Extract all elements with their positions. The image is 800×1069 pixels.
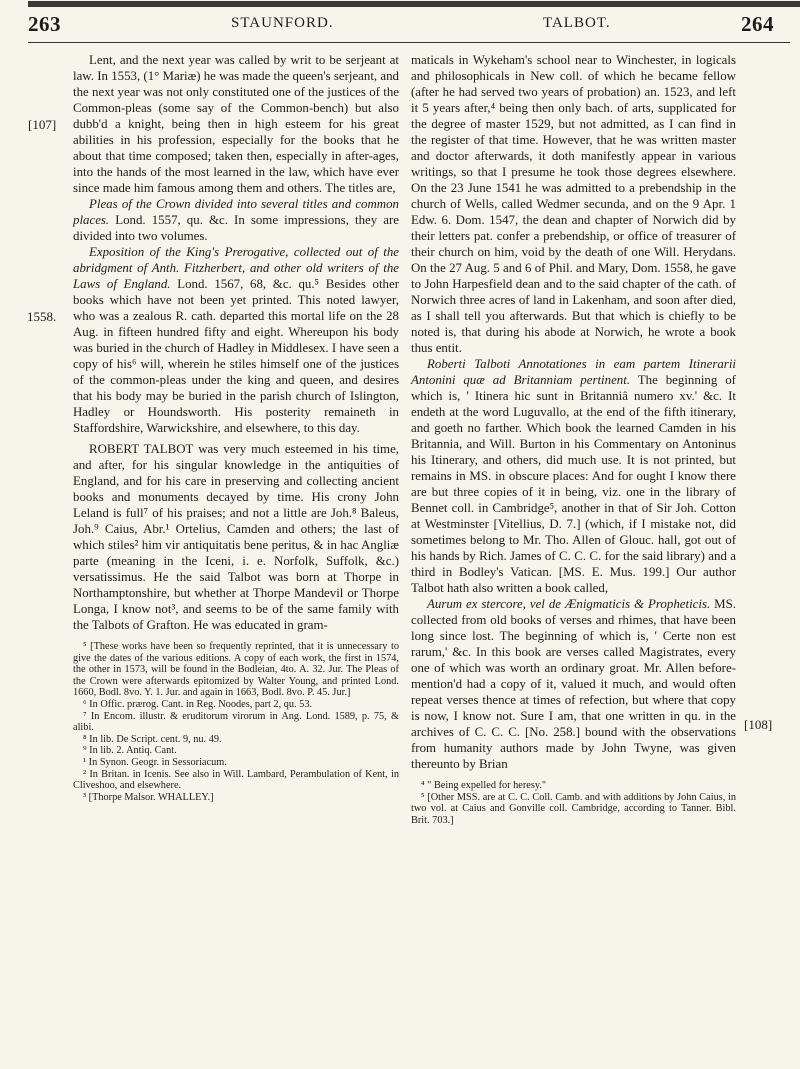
footnote: ¹ In Synon. Geogr. in Sessoriacum.: [83, 756, 227, 768]
left-paragraph-2: Pleas of the Crown divided into several titles and common places. Lond. 1557, qu. &c. In some impressions, they are divided into two volumes.: [73, 197, 399, 243]
footnote: ² In Britan. in Icenis. See also in Will. Lambard, Perambulation of Kent, in Cliveshoo, and elsewhere.: [73, 768, 399, 792]
running-title-left: STAUNFORD.: [231, 15, 334, 31]
footnote: ⁷ In Encom. illustr. & eruditorum virorum in Ang. Lond. 1589, p. 75, & alibi.: [73, 710, 399, 734]
margin-year: 1558.: [27, 309, 57, 324]
book-title-annotationes: Roberti Talboti Annotationes in eam partem Itinerarii Antonini quæ ad Britanniam pertinent.: [411, 357, 736, 387]
footnote: ⁵ [Other MSS. are at C. C. Coll. Camb. and with additions by John Caius, in two vol. at Caius and Gonville coll. Cambridge, according to Tanner. Bibl. Brit. 703.]: [411, 791, 736, 826]
top-rule: [28, 1, 800, 7]
page-header: [28, 12, 800, 46]
footnote: ⁹ In lib. 2. Antiq. Cant.: [83, 745, 177, 757]
margin-page-ref-left: [107]: [28, 117, 57, 132]
page-number-left: 263: [28, 12, 61, 36]
footnote: ⁴ " Being expelled for heresy.": [421, 780, 547, 791]
book-title-pleas: Pleas of the Crown divided into several titles and common places.: [73, 197, 399, 227]
footnote: ³ [Thorpe Malsor. WHALLEY.]: [83, 791, 214, 803]
book-title-exposition: Exposition of the King's Prerogative, collected out of the abridgment of Anth. Fitzherbert, and other old writers of the Laws of England.: [73, 245, 399, 291]
entry-heading: ROBERT TALBOT: [89, 442, 194, 456]
left-paragraph-3: Exposition of the King's Prerogative, collected out of the abridgment of Anth. Fitzherbert, and other old writers of the Laws of England. Lond. 1567, 68, &c. qu.⁵ Besides other books which have not been yet printed. This noted lawyer, who was a zealous R. cath. departed this mortal life on the 28 Aug. in fifteen hundred fifty and eight. Whereupon his body was buried in the church of Hadley in Middlesex. I have seen a copy of his⁶ will, wherein he stiles himself one of the justices of the common-pleas under the king and queen, and desires that his body may be buried in the parish church of Islington, Hadley or Houndsworth. His posterity remaineth in Staffordshire, Warwickshire, and elsewhere, to this day.: [73, 245, 400, 435]
book-title-aurum: Aurum ex stercore, vel de Ænigmaticis & Propheticis.: [427, 597, 711, 611]
running-title-right: TALBOT.: [543, 15, 611, 31]
right-paragraph-1: maticals in Wykeham's school near to Winchester, in logicals and philosophicals in New coll. of which he became fellow (after he had served two years of probation) an. 1523, and left it 5 years after,⁴ being then only bach. of arts, supplicated for the degree of master 1529, but not admitted, as I can find in the register of that time. However, that he was written master and doctor afterwards, it doth manifestly appear in various writings, so that I presume he took those degrees elsewhere. On the 23 June 1541 he was admitted to a prebendship in the church of Wells, called Wedmer secunda, and on the 9 Apr. 1 Edw. 6. Dom. 1547, the dean and chapter of Norwich did by their letters pat. confer a prebendship, or office of treasurer of their church on him, void by the death of one Will. Herydans. On the 27 Aug. 5 and 6 of Phil. and Mary, Dom. 1558, he gave to John Harpesfield dean and to the said chapter of the cath. of Norwich three acres of land in Lakenham, and soon after died, as I shall tell you afterwards. But that which is chiefly to be noted is, that during his abode at Norwich, he wrote a book thus entit.: [411, 53, 736, 355]
left-footnotes: [73, 641, 399, 803]
page-number-right: 264: [741, 12, 774, 36]
left-paragraph-1: Lent, and the next year was called by writ to be serjeant at law. In 1553, (1° Mariæ) he was made the queen's serjeant, and the next year was not only constituted one of the justices of the Common-pleas (some say of the Common-bench) but also dubb'd a knight, being then in high esteem for his great abilities in his profession, especially for the books that he about that time composed; taken then, especially in after-ages, into the hands of the most learned in the law, which have ever since made him famous among them and others. The titles are,: [73, 53, 399, 195]
right-paragraph-3: Aurum ex stercore, vel de Ænigmaticis & Propheticis. MS. collected from old books of verses and rhimes, that have been long since lost. The beginning of which is, ' Certe non est rarum,' &c. In this book are verses called Magistrates, every one of which was worth an ordinary groat. Mr. Allen before-mention'd had a copy of it, valued it much, and would often repeat verses thence at times of refection, but where that copy is now, I know not. Sure I am, that one written in qu. in the archives of C. C. C. [No. 258.] bound with the observations from humanity authors made by John Twyne, was given thereunto by Brian: [411, 597, 736, 771]
footnote: ⁶ In Offic. prærog. Cant. in Reg. Noodes, part 2, qu. 53.: [83, 698, 313, 710]
right-footnotes: [411, 780, 736, 826]
left-paragraph-4: ROBERT TALBOT was very much esteemed in his time, and after, for his singular knowledge in the antiquities of England, and for his care in preserving and collecting ancient books and monuments decayed by time. His crony John Leland is full⁷ of his praises; and not a little are Joh.⁸ Baleus, Joh.⁹ Caius, Abr.¹ Ortelius, Camden and others; the last of which stiles² him vir antiquitatis bene peritus, & in hac Angliæ parte (meaning in the Iceni, i. e. Norfolk, Suffolk, &c.) versatissimus. He the said Talbot was born at Thorpe in Northamptonshire, but whether at Thorpe Mandevil or Thorpe Longa, I know not³, and seems to be of the same family with the Talbots of Grafton. He was educated in gram-: [73, 442, 400, 632]
header-rule: [28, 42, 790, 43]
footnote: ⁵ [These works have been so frequently reprinted, that it is unnecessary to give the dates of the various editions. A copy of each work, the first in 1574, the other in 1573, will be found in the Bodleian, 4to. A. 32. Jur. The Pleas of the Crown were afterwards epitomized by Walter Young, and printed Lond. 1660, Bodl. 8vo. Y. 1. Jur. and again in 1663, Bodl. 8vo. P. 45. Jur.]: [73, 641, 399, 699]
right-column: [411, 52, 736, 826]
footnote: ⁸ In lib. De Script. cent. 9, nu. 49.: [83, 733, 222, 745]
right-paragraph-2: Roberti Talboti Annotationes in eam partem Itinerarii Antonini quæ ad Britanniam pertinent. The beginning of which is, ' Itinera hic sunt in Britanniâ numero xv.' &c. It endeth at the word Luguvallo, at the end of the fifth itinerary, and goeth no farther. Which book the learned Camden in his Britannia, and Will. Burton in his Commentary on Antoninus his Itinerary, and others, did much use. It is not printed, but remains in MS. in obscure places: And for ought I know there are but three copies of it in being, viz. one in the library of Bennet coll. in Cambridge⁵, another in that of Sir Joh. Cotton at Westminster [Vitellius, D. 7.] (which, if I mistake not, did sometimes belong to Mr. Tho. Allen of Glouc. hall, got out of his hands by Rich. James of C. C. C. for the said library) and a third in Bodley's Vatican. [MS. E. Mus. 199.] Our author Talbot hath also written a book called,: [411, 357, 736, 595]
left-column: [73, 52, 399, 803]
margin-page-ref-right: [108]: [744, 717, 773, 732]
